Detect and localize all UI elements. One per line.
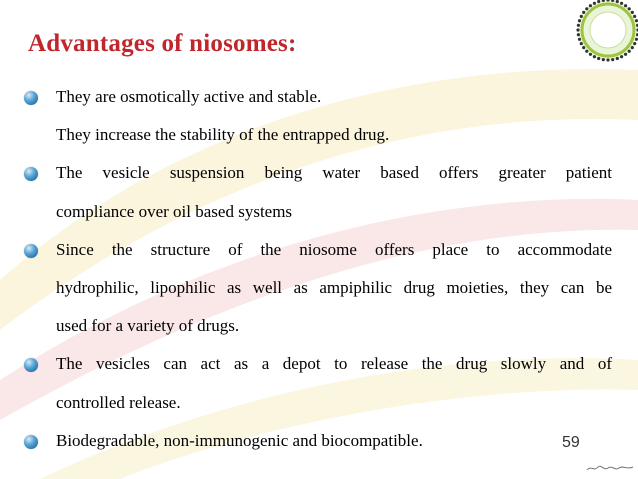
bullet-text-line: They increase the stability of the entrapped drug.: [56, 125, 390, 145]
surfactant-head-icon: [628, 7, 631, 10]
bullet-text-line: Biodegradable, non-immunogenic and biocompatible.: [56, 430, 423, 450]
surfactant-head-icon: [585, 50, 588, 53]
surfactant-head-icon: [593, 55, 596, 58]
surfactant-head-icon: [577, 33, 580, 36]
surfactant-head-icon: [620, 2, 623, 5]
surfactant-head-icon: [620, 55, 623, 58]
surfactant-head-icon: [589, 4, 592, 7]
surfactant-head-icon: [585, 7, 588, 10]
sphere-bullet-icon: [24, 91, 38, 105]
surfactant-head-icon: [616, 0, 619, 3]
surfactant-head-icon: [593, 2, 596, 5]
surfactant-head-icon: [578, 38, 581, 41]
surfactant-head-icon: [633, 15, 636, 18]
bullet-text-line: used for a variety of drugs.: [56, 316, 240, 336]
bullet-text-line: controlled release.: [56, 392, 181, 412]
sphere-bullet-icon: [24, 435, 38, 449]
surfactant-head-icon: [597, 0, 600, 3]
surfactant-head-icon: [628, 50, 631, 53]
surfactant-head-icon: [577, 24, 580, 27]
surfactant-head-icon: [611, 58, 614, 61]
surfactant-head-icon: [578, 19, 581, 22]
surfactant-head-icon: [633, 42, 636, 45]
surfactant-head-icon: [589, 53, 592, 56]
bullet-text-line: The vesicle suspension being water based offers greater patient: [56, 163, 612, 183]
bullet-text-line: Since the structure of the niosome offers place to accommodate: [56, 239, 612, 259]
surfactant-head-icon: [597, 57, 600, 60]
slide-title: Advantages of niosomes:: [28, 30, 297, 57]
surfactant-head-icon: [606, 58, 609, 61]
surfactant-head-icon: [582, 46, 585, 49]
bullet-text-line: The vesicles can act as a depot to release the drug slowly and of: [56, 354, 612, 374]
surfactant-head-icon: [580, 42, 583, 45]
surfactant-head-icon: [576, 28, 579, 31]
surfactant-head-icon: [631, 11, 634, 14]
surfactant-head-icon: [582, 11, 585, 14]
bullet-text-line: compliance over oil based systems: [56, 201, 293, 221]
bullet-text-line: hydrophilic, lipophilic as well as ampiphilic drug moieties, they can be: [56, 278, 612, 297]
niosome-vesicle-icon: [558, 0, 638, 80]
surfactant-head-icon: [631, 46, 634, 49]
bullet-text-line: They are osmotically active and stable.: [56, 87, 322, 106]
sphere-bullet-icon: [24, 244, 38, 258]
surfactant-head-icon: [624, 4, 627, 7]
surfactant-head-icon: [624, 53, 627, 56]
surfactant-head-icon: [580, 15, 583, 18]
surfactant-head-icon: [616, 57, 619, 60]
page-number: 59: [562, 434, 580, 451]
surfactant-head-icon: [602, 58, 605, 61]
footer-scribble-icon: [585, 463, 635, 473]
